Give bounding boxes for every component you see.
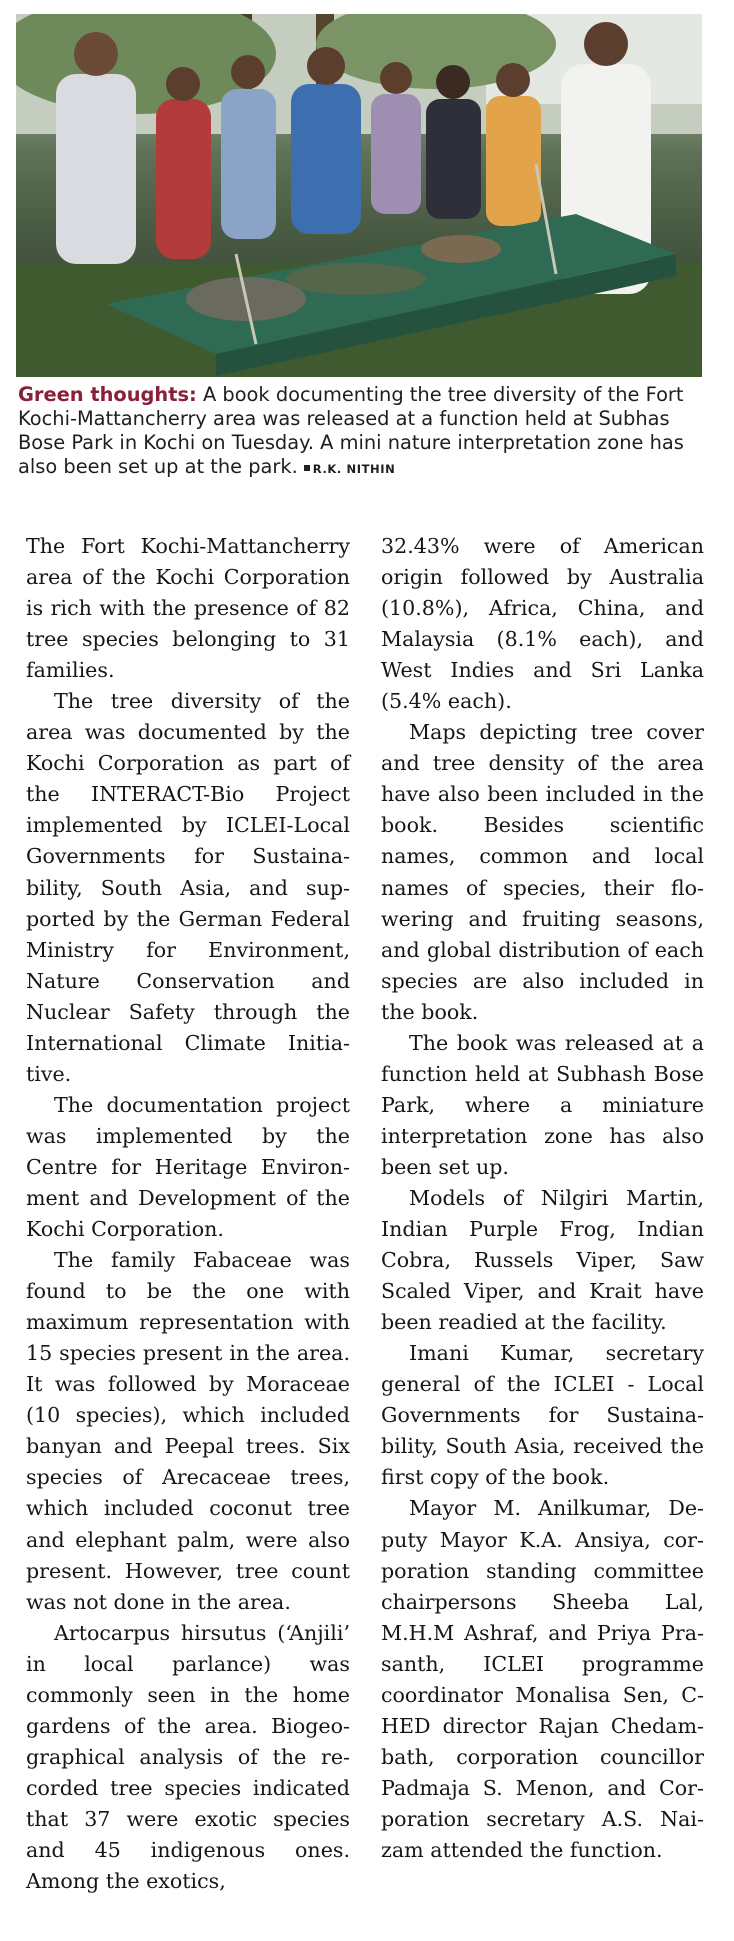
photo-credit <box>304 462 396 476</box>
article-column-right <box>381 531 704 1866</box>
photo-of-book-release-event-icon <box>16 14 702 377</box>
article-paragraph: Imani Kumar, secretary general of the ICLEI - Local Governments for Sustainability, South Asia, received the first copy of the book. <box>381 1341 704 1490</box>
caption-text: A book documenting the tree diversity of the Fort Kochi-Mattancherry area was released at a function held at Subhas Bose Park in Kochi on Tuesday. A mini nature interpretation zone has also been set up at the park. <box>18 383 684 478</box>
article-paragraph: The Fort Kochi-Mattancherry area of the Kochi Corporation is rich with the presence of 82 tree species belonging to 31 families. <box>26 534 350 683</box>
article-paragraph: Artocarpus hirsutus (‘Anjili’ in local parlance) was commonly seen in the home gardens of the area. Biogeographical analysis of the recorded tree species indicated that 37 were exotic species and 45 indigenous ones. Among the exotics, <box>26 1620 350 1894</box>
photo-caption <box>18 383 702 481</box>
caption-lead: Green thoughts: <box>18 383 197 406</box>
article-paragraph: The tree diversity of the area was documented by the Kochi Corporation as part of the INTERACT-Bio Project implemented by ICLEI-Local Governments for Sustainability, South Asia, and supported by the German Federal Ministry for Environment, Nature Conservation and Nuclear Safety through the International Climate Initiative. <box>26 689 350 1086</box>
article-paragraph: Mayor M. Anilkumar, Deputy Mayor K.A. Ansiya, corporation standing committee chairpersons Sheeba Lal, M.H.M Ashraf, and Priya Prasanth, ICLEI programme coordinator Monalisa Sen, C-HED director Rajan Chedambath, corporation councillor Padmaja S. Menon, and Corporation secretary A.S. Naizam attended the function. <box>381 1496 704 1862</box>
article-paragraph: 32.43% were of American origin followed by Australia (10.8%), Africa, China, and Malaysia (8.1% each), and West Indies and Sri Lanka (5.4% each). <box>381 534 704 714</box>
article-paragraph: Maps depicting tree cover and tree density of the area have also been included in the book. Besides scientific names, common and local names of species, their flowering and fruiting seasons, and global distribution of each species are also included in the book. <box>381 720 704 1024</box>
article-paragraph: Models of Nilgiri Martin, Indian Purple Frog, Indian Cobra, Russels Viper, Saw Scaled Viper, and Krait have been readied at the facility. <box>381 1185 704 1335</box>
article-paragraph: The family Fabaceae was found to be the one with maximum representation with 15 species present in the area. It was followed by Moraceae (10 species), which included banyan and Peepal trees. Six species of Arecaceae trees, which included coconut tree and elephant palm, were also present. However, tree count was not done in the area. <box>26 1248 350 1614</box>
article-paragraph: The book was released at a function held at Subhash Bose Park, where a miniature interpretation zone has also been set up. <box>381 1030 704 1179</box>
credit-square-icon <box>304 465 310 471</box>
news-photo <box>16 14 702 377</box>
photo-credit-name: R.K. NITHIN <box>312 462 396 476</box>
article-column-left <box>26 531 350 1897</box>
article-paragraph: The documentation project was implemented by the Centre for Heritage Environment and Development of the Kochi Corporation. <box>26 1092 350 1242</box>
